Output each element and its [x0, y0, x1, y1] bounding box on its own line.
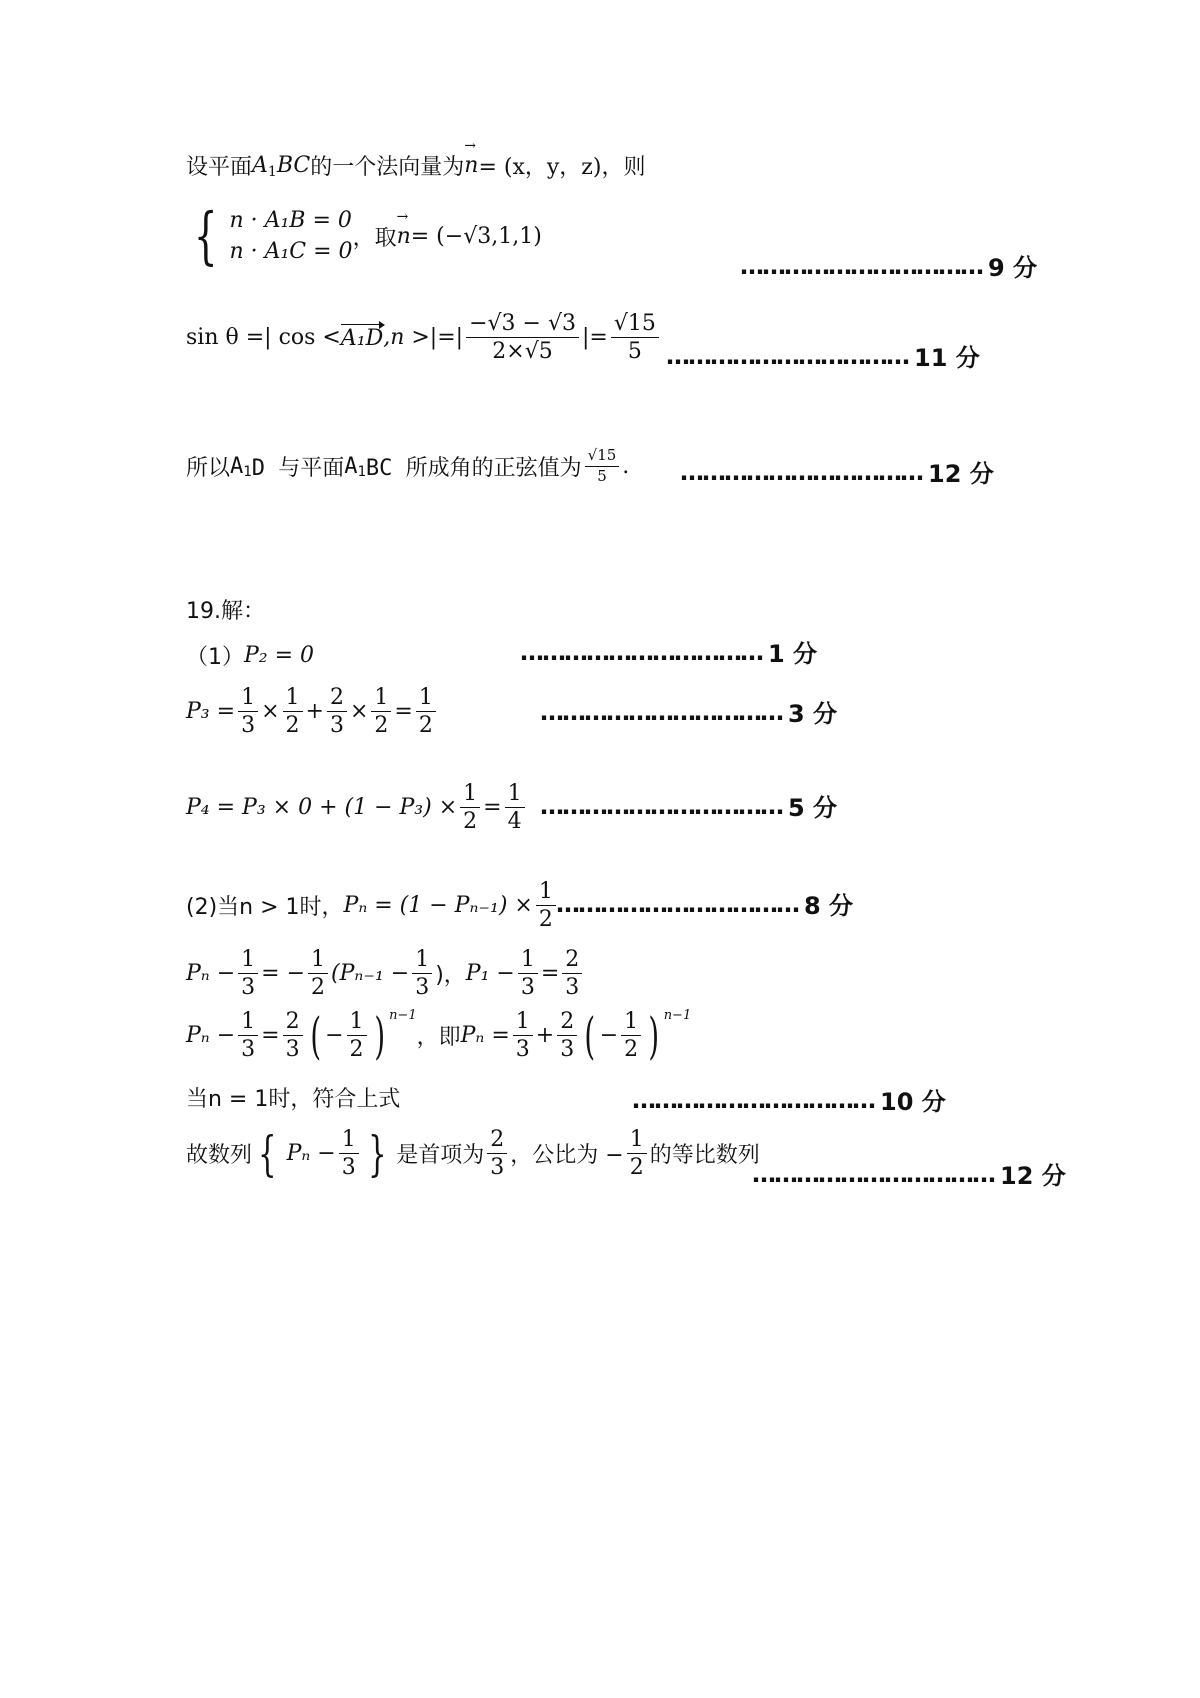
left-brace: {: [193, 199, 218, 272]
text: ，取: [352, 225, 397, 251]
fraction: [487, 1128, 507, 1179]
fraction: [585, 448, 620, 485]
minus: −: [325, 1023, 344, 1049]
fraction: [621, 1010, 641, 1061]
text: 的等比数列: [649, 1143, 760, 1169]
subscript: 1: [267, 163, 277, 180]
equals: =: [540, 961, 560, 987]
close: )，: [435, 963, 466, 989]
numerator: 2: [557, 1010, 577, 1036]
score-label: 8 分: [804, 892, 854, 920]
numerator: 1: [238, 948, 258, 974]
system-rows: [229, 208, 352, 264]
fraction: [536, 880, 556, 931]
times: ×: [261, 699, 280, 725]
left-paren: (: [584, 1006, 596, 1065]
score-label: 12 分: [1000, 1162, 1066, 1190]
fraction: [347, 1010, 367, 1061]
fraction: [327, 686, 347, 737]
part-label: （1）: [186, 645, 244, 670]
denominator: 4: [507, 809, 522, 835]
denominator: 2×√5: [492, 339, 553, 365]
subscript: 1: [357, 464, 366, 481]
numerator: 1: [518, 948, 538, 974]
fraction: [238, 1010, 258, 1061]
equals: =: [261, 1023, 280, 1049]
numerator: 1: [416, 686, 436, 712]
right-paren: ): [373, 1006, 385, 1065]
denominator: 3: [285, 1037, 300, 1063]
equals: =: [394, 699, 413, 725]
p3-lhs: P₃ =: [186, 699, 236, 725]
vector-value: = (−√3,1,1): [410, 223, 542, 249]
dots: ……………………………: [680, 457, 922, 486]
equation: = (x，y，z)，则: [478, 155, 646, 180]
fraction: [611, 312, 659, 363]
score-9: [740, 248, 1037, 283]
text: ，即: [416, 1025, 461, 1051]
vector-a1d: A₁D: [340, 326, 384, 352]
denominator: 3: [520, 975, 535, 1001]
score-label: 3 分: [788, 700, 838, 728]
system-row-2: n · A₁C = 0: [229, 239, 353, 264]
vector-n: → n: [397, 224, 411, 249]
n-equals-1-line: [186, 1082, 400, 1113]
denominator: 5: [627, 339, 642, 365]
numerator: 2: [487, 1128, 507, 1154]
denominator: 3: [329, 713, 344, 739]
dots: ……………………………: [666, 341, 908, 370]
score-11: [666, 338, 980, 373]
lhs: Pₙ −: [186, 1023, 236, 1049]
fraction: [513, 1010, 533, 1061]
p1: P₁ −: [465, 961, 515, 987]
denominator: 3: [415, 975, 430, 1001]
score-10: [632, 1082, 946, 1117]
score-label: 1 分: [768, 640, 818, 668]
times: ×: [349, 699, 369, 725]
fraction: [283, 686, 303, 737]
score-3: [540, 694, 837, 729]
equals: |=: [581, 325, 608, 351]
rhs: Pₙ =: [460, 1023, 510, 1049]
numerator: 1: [505, 782, 525, 808]
geometric-line-2: [186, 1006, 692, 1065]
numerator: 1: [283, 686, 303, 712]
denominator: 3: [490, 1155, 505, 1181]
denominator: 3: [515, 1037, 530, 1063]
dots: ……………………………: [632, 1085, 874, 1114]
score-label: 9 分: [988, 254, 1038, 282]
right-paren: ): [648, 1006, 660, 1065]
numerator: 1: [627, 1128, 647, 1154]
numerator: 2: [562, 948, 582, 974]
denominator: 2: [538, 907, 553, 933]
text: D 与平面: [251, 455, 345, 481]
normal-vector-line: [186, 150, 645, 181]
denominator: 2: [463, 809, 478, 835]
numerator: 2: [327, 686, 347, 712]
score-1: [520, 634, 817, 669]
numerator: √15: [611, 312, 659, 338]
denominator: 2: [624, 1037, 639, 1063]
denominator: 5: [597, 466, 607, 485]
dots: ……………………………: [540, 791, 782, 820]
subscript: 1: [243, 464, 252, 481]
numerator: 1: [621, 1010, 641, 1036]
p4-line: [186, 782, 528, 833]
fraction: [238, 686, 258, 737]
denominator: 2: [311, 975, 326, 1001]
fraction: [371, 686, 391, 737]
numerator: 1: [460, 782, 480, 808]
score-12b: [752, 1156, 1066, 1191]
exponent: n−1: [663, 1008, 692, 1024]
text: BC 所成角的正弦值为: [365, 455, 582, 481]
numerator: 2: [283, 1010, 303, 1036]
text: 设平面: [186, 155, 253, 180]
score-label: 11 分: [914, 344, 980, 372]
denominator: 3: [241, 975, 256, 1001]
text: 故数列: [186, 1143, 253, 1169]
denominator: 3: [341, 1155, 356, 1181]
fraction: [557, 1010, 577, 1061]
score-8: [556, 886, 853, 921]
fraction: [416, 686, 436, 737]
system-row-1: n · A₁B = 0: [229, 208, 352, 233]
numerator: √15: [585, 448, 620, 467]
p3-line: [186, 686, 439, 737]
geometric-line-1: [186, 948, 585, 999]
text: 的一个法向量为: [310, 155, 465, 180]
p4-lhs: P₄ = P₃ × 0 + (1 − P₃) ×: [186, 795, 458, 821]
vector-n: → n: [464, 153, 478, 178]
denominator: 2: [374, 713, 389, 739]
denominator: 2: [349, 1037, 364, 1063]
numerator: 1: [371, 686, 391, 712]
dots: ……………………………: [520, 637, 762, 666]
numerator: 1: [308, 948, 328, 974]
fraction: [562, 948, 582, 999]
denominator: 2: [418, 713, 433, 739]
exponent: n−1: [389, 1008, 417, 1024]
left-paren: (: [309, 1006, 321, 1065]
plus: +: [305, 699, 324, 725]
denominator: 3: [560, 1037, 575, 1063]
dots: ……………………………: [556, 889, 798, 918]
text: 当n = 1时，符合上式: [186, 1087, 401, 1112]
fraction: [412, 948, 432, 999]
denominator: 2: [629, 1155, 644, 1181]
text: 所以: [186, 455, 231, 481]
problem-19-heading: [186, 594, 265, 625]
heading: 19.解：: [186, 599, 265, 624]
fraction: [238, 948, 258, 999]
recurrence-line: [186, 880, 559, 931]
recurrence-expr: Pₙ = (1 − Pₙ₋₁) ×: [343, 893, 533, 919]
sine-mid: ,n >|=|: [383, 325, 464, 351]
text: ，公比为 −: [510, 1143, 624, 1169]
score-label: 5 分: [788, 794, 838, 822]
denominator: 3: [565, 975, 580, 1001]
fraction: [518, 948, 538, 999]
dots: ……………………………: [540, 697, 782, 726]
right-brace: }: [367, 1125, 387, 1182]
score-label: 12 分: [928, 460, 994, 488]
fraction: [339, 1128, 359, 1179]
plane-rest: BC: [276, 153, 311, 178]
left-brace: {: [258, 1125, 277, 1182]
fraction: [627, 1128, 647, 1179]
numerator: 1: [536, 880, 556, 906]
final-line: [186, 1125, 760, 1182]
numerator: 1: [238, 686, 258, 712]
fraction: [283, 1010, 303, 1061]
plus: +: [535, 1023, 555, 1049]
numerator: 1: [339, 1128, 359, 1154]
sequence-term: Pₙ −: [286, 1141, 336, 1167]
numerator: 1: [347, 1010, 367, 1036]
lhs: Pₙ −: [186, 961, 236, 987]
plane-letter: A: [252, 153, 268, 178]
score-12a: [680, 454, 994, 489]
sine-line: [186, 312, 662, 363]
dots: ……………………………: [752, 1159, 994, 1188]
score-5: [540, 788, 837, 823]
conclusion-line: [186, 448, 629, 485]
text: A: [230, 453, 244, 479]
numerator: 1: [513, 1010, 533, 1036]
denominator: 3: [241, 713, 256, 739]
p2-expr: P₂ = 0: [244, 643, 315, 668]
numerator: −√3 − √3: [466, 312, 579, 338]
period: .: [622, 453, 630, 479]
denominator: 2: [285, 713, 300, 739]
fraction: [466, 312, 579, 363]
minus: −: [599, 1023, 619, 1049]
mid: (Pₙ₋₁ −: [331, 961, 410, 987]
numerator: 1: [238, 1010, 258, 1036]
fraction: [308, 948, 328, 999]
text: A: [344, 453, 358, 479]
text: (2)当n > 1时，: [186, 895, 344, 921]
fraction: [505, 782, 525, 833]
denominator: 3: [241, 1037, 256, 1063]
text: 是首项为: [396, 1143, 485, 1169]
dots: ……………………………: [740, 251, 982, 280]
equals: = −: [261, 961, 306, 987]
score-label: 10 分: [880, 1088, 946, 1116]
fraction: [460, 782, 480, 833]
equals: =: [483, 795, 502, 821]
numerator: 1: [412, 948, 432, 974]
p2-line: [186, 640, 314, 671]
sine-lhs: sin θ =| cos <: [186, 325, 341, 351]
equation-system: [186, 199, 542, 272]
